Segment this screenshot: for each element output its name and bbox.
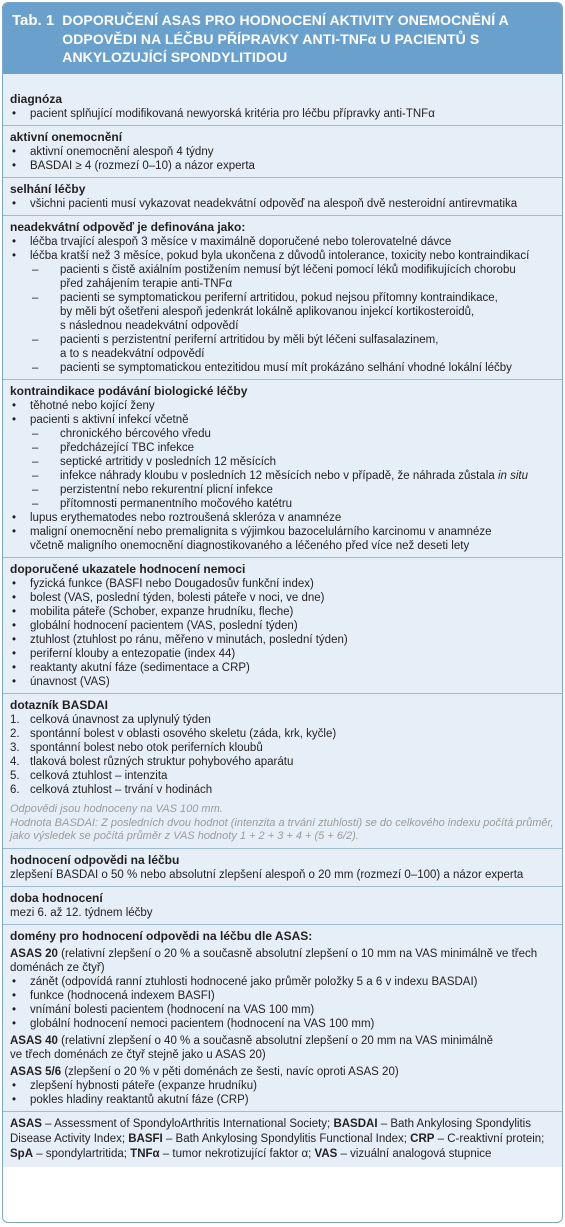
section-heading: doporučené ukazatele hodnocení nemoci <box>10 562 246 576</box>
numbered-item: 5. celková ztuhlost – intenzita <box>10 770 168 782</box>
section-selhani <box>3 177 562 215</box>
sub-list-item: – pacienti s čistě axiálním postižením nemusí být léčeni pomocí léků modifikujících chorobu před zahájením terapie anti-TNFα <box>10 263 555 291</box>
list-item: • těhotné nebo kojící ženy <box>10 399 555 413</box>
list-item: • léčba trvající alespoň 3 měsíce v maximálně doporučené nebo tolerovatelné dávce <box>10 235 555 249</box>
section-heading: domény pro hodnocení odpovědi na léčbu dle ASAS: <box>10 928 313 943</box>
list-item: • maligní onemocnění nebo premalignita s výjimkou bazocelulárního karcinomu v anamnéze včetně maligního onemocnění diagnostikovaného a léčeného před více než deseti lety <box>10 525 555 553</box>
list-item: • BASDAI ≥ 4 (rozmezí 0–10) a názor experta <box>10 159 555 173</box>
sub-list-item: – přítomnosti permanentního močového katétru <box>10 497 555 511</box>
list-item: • vnímání bolesti pacientem (hodnocení na VAS 100 mm) <box>10 1003 555 1017</box>
section-heading: hodnocení odpovědi na léčbu <box>10 852 180 867</box>
table-card <box>2 2 563 1223</box>
asas20-label: ASAS 20 <box>10 947 58 960</box>
list-item: • globální hodnocení pacientem (VAS, poslední týden) <box>10 619 555 633</box>
table-title: DOPORUČENÍ ASAS PRO HODNOCENÍ AKTIVITY ONEMOCNĚNÍ A ODPOVĚDI NA LÉČBU PŘÍPRAVKY ANTI-TNFα U PACIENTŮ S ANKYLOZUJÍCÍ SPONDYLITIDOU <box>62 12 509 65</box>
list-item: • reaktanty akutní fáze (sedimentace a CRP) <box>10 661 555 675</box>
list-item: • pacienti s aktivní infekcí včetně <box>10 413 555 427</box>
list-item: • zánět (odpovídá ranní ztuhlosti hodnocené jako průměr položky 5 a 6 v indexu BASDAI) <box>10 975 555 989</box>
list-item: • pokles hladiny reaktantů akutní fáze (CRP) <box>10 1093 555 1107</box>
basdai-note: Odpovědi jsou hodnoceny na VAS 100 mm. <box>10 803 223 815</box>
table-header <box>3 3 562 74</box>
asas40-group: ASAS 40 (relativní zlepšení o 40 % a současně absolutní zlepšení o 20 mm na VAS minimálně ve třech doménách ze čtyř stejně jako u ASAS 20) <box>10 1034 494 1061</box>
section-aktivni <box>3 125 562 177</box>
list-item: • zlepšení hybnosti páteře (expanze hrudníku) <box>10 1079 555 1093</box>
list-item: • periferní klouby a entezopatie (index 44) <box>10 647 555 661</box>
section-basdai <box>3 693 562 848</box>
list-item: • funkce (hodnocená indexem BASFI) <box>10 989 555 1003</box>
section-heading: diagnóza <box>10 92 63 106</box>
section-kontraindikace <box>3 379 562 557</box>
section-diagnoza <box>3 74 562 125</box>
section-domeny <box>3 924 562 1111</box>
section-odpoved <box>3 848 562 886</box>
asas56-label: ASAS 5/6 <box>10 1065 62 1078</box>
abbreviations-footer: ASAS – Assessment of SpondyloArthritis International Society; BASDAI – Bath Ankylosing Spondylitis Disease Activity Index; BASFI – Bath Ankylosing Spondylitis Functional Index; CRP – C-reaktivní protein; SpA – spondylartritida; TNFα – tumor nekrotizující faktor α; VAS – vizuální analogová stupnice <box>3 1111 562 1167</box>
list-item: • pacient splňující modifikovaná newyorská kritéria pro léčbu přípravky anti-TNFα <box>10 107 555 121</box>
sub-list-item: – perzistentní nebo rekurentní plicní infekce <box>10 483 555 497</box>
section-heading: neadekvátní odpověď je definována jako: <box>10 220 246 234</box>
section-heading: aktivní onemocnění <box>10 130 123 144</box>
list-item: • fyzická funkce (BASFI nebo Dougadosův funkční index) <box>10 577 555 591</box>
list-item: • mobilita páteře (Schober, expanze hrudníku, fleche) <box>10 605 555 619</box>
section-text: mezi 6. až 12. týdnem léčby <box>10 906 153 919</box>
list-item: • aktivní onemocnění alespoň 4 týdny <box>10 145 555 159</box>
section-heading: selhání léčby <box>10 182 86 196</box>
numbered-item: 6. celková ztuhlost – trvání v hodinách <box>10 784 213 796</box>
section-ukazatele <box>3 557 562 693</box>
asas40-label: ASAS 40 <box>10 1034 58 1047</box>
sub-list-item: – pacienti s perzistentní periferní artritidou by měli být léčeni sulfasalazinem, a to s neadekvátní odpovědí <box>10 333 555 361</box>
asas56-group: ASAS 5/6 (zlepšení o 20 % v pěti doménách ze šesti, navíc oproti ASAS 20) • zlepšení hybnosti páteře (expanze hrudníku) • pokles hladiny reaktantů akutní fáze (CRP) <box>10 1065 555 1107</box>
sub-list-item: – pacienti se symptomatickou entezitidou musí mít prokázáno selhání vhodné lokální léčby <box>10 361 555 375</box>
section-heading: kontraindikace podávání biologické léčby <box>10 384 248 398</box>
list-item: • léčba kratší než 3 měsíce, pokud byla ukončena z důvodů intolerance, toxicity nebo kontraindikací <box>10 249 555 263</box>
section-doba <box>3 886 562 924</box>
section-text: zlepšení BASDAI o 50 % nebo absolutní zlepšení alespoň o 20 mm (rozmezí 0–100) a názor experta <box>10 868 524 881</box>
numbered-item: 1. celková únavnost za uplynulý týden <box>10 714 211 726</box>
section-heading: dotazník BASDAI <box>10 698 109 712</box>
sub-list-item: – chronického bércového vředu <box>10 427 555 441</box>
numbered-item: 3. spontánní bolest nebo otok periferních kloubů <box>10 742 263 754</box>
numbered-item: 2. spontánní bolest v oblasti osového skeletu (záda, krk, kyčle) <box>10 728 337 740</box>
list-item: • ztuhlost (ztuhlost po ránu, měřeno v minutách, poslední týden) <box>10 633 555 647</box>
basdai-formula-note: Hodnota BASDAI: Z posledních dvou hodnot (intenzita a trvání ztuhlosti) se do celkového indexu počítá průměr, jako výsledek se počítá průměr z VAS hodnoty 1 + 2 + 3 + 4 + (5 + 6/2). <box>10 816 554 842</box>
list-item: • únavnost (VAS) <box>10 675 555 689</box>
sub-list-item: – septické artritidy v posledních 12 měsících <box>10 455 555 469</box>
list-item: • globální hodnocení nemoci pacientem (hodnocení na VAS 100 mm) <box>10 1017 555 1031</box>
table-number: Tab. 1 <box>12 12 55 29</box>
sub-list-item: – pacienti se symptomatickou periferní artritidou, pokud nejsou přítomny kontraindikace, by měli být ošetřeni alespoň jedenkrát lokálně aplikovanou injekcí kortikosteroidů, s následnou neadekvátní odpovědí <box>10 291 555 333</box>
list-item: • bolest (VAS, poslední týden, bolesti páteře v noci, ve dne) <box>10 591 555 605</box>
list-item: • lupus erythematodes nebo roztroušená skleróza v anamnéze <box>10 511 555 525</box>
sub-list-item: – předcházející TBC infekce <box>10 441 555 455</box>
sub-list-item: – infekce náhrady kloubu v posledních 12 měsících nebo v případě, že náhrada zůstala in situ <box>10 469 555 483</box>
asas20-group: ASAS 20 (relativní zlepšení o 20 % a současně absolutní zlepšení o 10 mm na VAS minimálně ve třech doménách ze čtyř) • zánět (odpovídá ranní ztuhlosti hodnocené jako průměr položky 5 a 6 v indexu BASDAI) • funkce (hodnocená indexem BASFI) • vnímání bolesti pacientem (hodnocení na VAS 100 mm) • globální hodnocení nemoci pacientem (hodnocení na VAS 100 mm) <box>10 947 555 1031</box>
section-heading: doba hodnocení <box>10 890 103 905</box>
numbered-item: 4. tlaková bolest různých struktur pohybového aparátu <box>10 756 294 768</box>
section-neadekvatni <box>3 215 562 379</box>
list-item: • všichni pacienti musí vykazovat neadekvátní odpověď na alespoň dvě nesteroidní antirevmatika <box>10 197 555 211</box>
